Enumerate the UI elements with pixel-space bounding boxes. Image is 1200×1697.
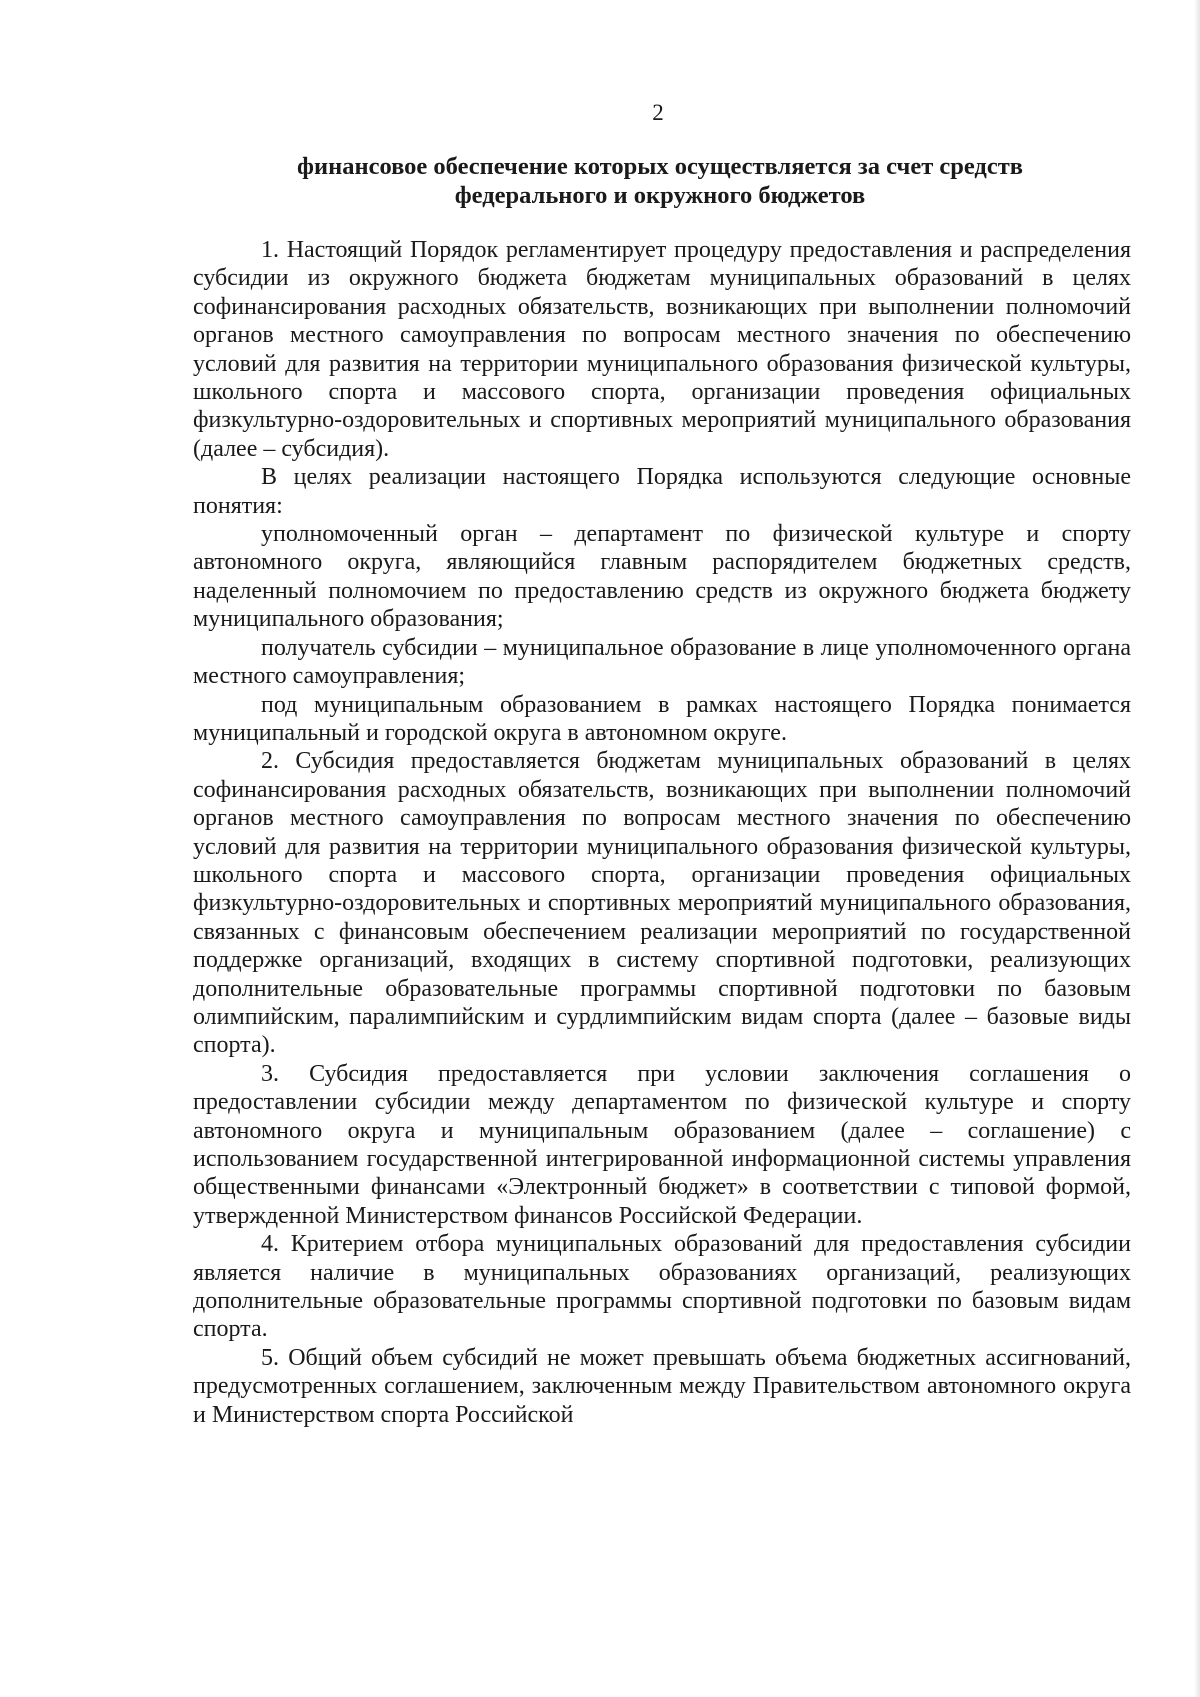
paragraph: 2. Субсидия предоставляется бюджетам муниципальных образований в целях софинансирования расходных обязательств, возникающих при выполнении полномочий органов местного самоуправления по вопросам местного значения по обеспечению условий для развития на территории муниципального образования физической культуры, школьного спорта и массового спорта, организации проведения официальных физкультурно-оздоровительных и спортивных мероприятий муниципального образования, связанных с финансовым обеспечением реализации мероприятий по государственной поддержке организаций, входящих в систему спортивной подготовки, реализующих дополнительные образовательные программы спортивной подготовки по базовым олимпийским, паралимпийским и сурдлимпийским видам спорта (далее – базовые виды спорта).	[193, 748, 1131, 1059]
paragraph: 4. Критерием отбора муниципальных образований для предоставления субсидии является наличие в муниципальных образованиях организаций, реализующих дополнительные образовательные программы спортивной подготовки по базовым видам спорта.	[193, 1231, 1131, 1343]
page-number: 2	[652, 100, 664, 125]
body-text	[193, 236, 1131, 1429]
paragraph: 1. Настоящий Порядок регламентирует процедуру предоставления и распределения субсидии из окружного бюджета бюджетам муниципальных образований в целях софинансирования расходных обязательств, возникающих при выполнении полномочий органов местного самоуправления по вопросам местного значения по обеспечению условий для развития на территории муниципального образования физической культуры, школьного спорта и массового спорта, организации проведения официальных физкультурно-оздоровительных и спортивных мероприятий муниципального образования (далее – субсидия).	[193, 237, 1131, 462]
paragraph: 3. Субсидия предоставляется при условии заключения соглашения о предоставлении субсидии между департаментом по физической культуре и спорту автономного округа и муниципальным образованием (далее – соглашение) с использованием государственной интегрированной информационной системы управления общественными финансами «Электронный бюджет» в соответствии с типовой формой, утвержденной Министерством финансов Российской Федерации.	[193, 1060, 1131, 1229]
section-heading	[180, 152, 1140, 210]
paragraph: под муниципальным образованием в рамках настоящего Порядка понимается муниципальный и городской округа в автономном округе.	[193, 691, 1131, 746]
heading-line-2: федерального и окружного бюджетов	[454, 182, 866, 209]
heading-line-1: финансовое обеспечение которых осуществляется за счет средств	[297, 153, 1023, 180]
paragraph: уполномоченный орган – департамент по физической культуре и спорту автономного округа, являющийся главным распорядителем бюджетных средств, наделенный полномочием по предоставлению средств из окружного бюджета бюджету муниципального образования;	[193, 521, 1131, 633]
paragraph: 5. Общий объем субсидий не может превышать объема бюджетных ассигнований, предусмотренных соглашением, заключенным между Правительством автономного округа и Министерством спорта Российской	[193, 1344, 1131, 1428]
paragraph: В целях реализации настоящего Порядка используются следующие основные понятия:	[193, 464, 1131, 519]
paragraph: получатель субсидии – муниципальное образование в лице уполномоченного органа местного самоуправления;	[193, 634, 1131, 690]
page-edge-shadow	[1194, 0, 1200, 1697]
